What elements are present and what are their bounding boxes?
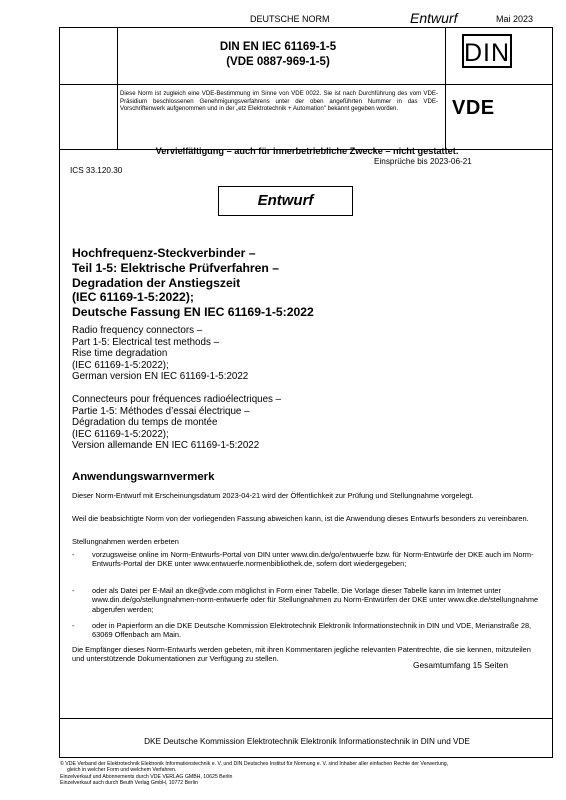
frame-rule-3 [60,718,552,719]
list-item-text: vorzugsweise online im Norm-Entwurfs-Portal von DIN unter www.din.de/go/entwuerfe bzw. für Norm-Entwürfe der DKE auch im Norm-Entwurfs-Portal der DKE unter www.entwuerfe.normenbibliothek.de, sofern dort wiedergegeben; [92,550,534,569]
title-line: Dégradation du temps de montée [72,417,218,429]
title-line: Part 1-5: Electrical test methods – [72,336,220,348]
copyright-line: Einzelverkauf auch durch Beuth Verlag GmbH, 10772 Berlin [60,780,198,787]
copyright-block [60,761,560,787]
warning-paragraph-1: Dieser Norm-Entwurf mit Erscheinungsdatum 2023-04-21 wird der Öffentlichkeit zur Prüfung und Stellungnahme vorgelegt. [72,491,474,500]
title-line: Hochfrequenz-Steckverbinder – [72,246,256,260]
draft-label: Entwurf [410,10,458,26]
warning-heading: Anwendungswarnvermerk [72,471,215,483]
title-line: Teil 1-5: Elektrische Prüfverfahren – [72,260,280,275]
frame-divider-right [445,28,446,149]
draft-box: Entwurf [218,186,353,216]
bullet-dash: - [72,586,75,595]
title-line: (IEC 61169-1-5:2022); [72,290,194,305]
norm-type-label: DEUTSCHE NORM [250,14,330,24]
vde-classification-number: (VDE 0887-969-1-5) [226,56,330,68]
title-english [72,325,492,383]
title-line: Connecteurs pour fréquences radioélectriques – [72,394,282,405]
title-line: Degradation der Anstiegszeit [72,275,241,290]
frame-rule-1 [60,84,552,85]
din-logo-text: DIN [464,39,510,66]
bullet-dash: - [72,550,75,559]
copyright-line: gleich in welcher Form und welchem Verfahren. [67,767,177,774]
list-item-text: oder als Datei per E-Mail an dke@vde.com möglichst in Form einer Tabelle. Die Vorlage dieser Tabelle kann im Internet unter www.din.de/go/stellungnahmen-norm-entwuerfe oder für Stellungnahmen zu Norm-Entwürfen der DKE unter www.dke.de/stellungnahme abgerufen werden; [92,586,539,614]
warning-paragraph-3: Stellungnahmen werden erbeten [72,537,179,546]
vde-note: Diese Norm ist zugleich eine VDE-Bestimmung im Sinne von VDE 0022. Sie ist nach Durchführung des vom VDE-Präsidium beschlossenen Genehmigungsverfahrens unter der oben angeführten Nummer in das VDE-Vorschriftenwerk aufgenommen und in der „etz Elektrotechnik + Automation" bekannt gegeben worden. [120,90,438,113]
standard-number: DIN EN IEC 61169-1-5 [219,41,337,53]
dke-footer: DKE Deutsche Kommission Elektrotechnik Elektronik Informationstechnik in DIN und VDE [144,737,470,746]
title-german [72,246,492,320]
reproduction-notice: Vervielfältigung – auch für innerbetriebliche Zwecke – nicht gestattet. [155,146,459,156]
warning-paragraph-2: Weil die beabsichtigte Norm von der vorliegenden Fassung abweichen kann, ist die Anwendung dieses Entwurfs besonders zu vereinbaren. [72,514,529,523]
list-item-text: oder in Papierform an die DKE Deutsche Kommission Elektrotechnik Elektronik Informationstechnik in DIN und VDE, Merianstraße 28, 63069 Offenbach am Main. [92,621,532,640]
page-count: Gesamtumfang 15 Seiten [413,660,508,670]
din-logo [462,34,512,68]
title-line: (IEC 61169-1-5:2022); [72,359,169,371]
title-line: Deutsche Fassung EN IEC 61169-1-5:2022 [72,305,314,320]
ics-code: ICS 33.120.30 [70,166,123,175]
vde-logo: VDE [452,97,495,119]
patent-notice: Die Empfänger dieses Norm-Entwurfs werden gebeten, mit ihren Kommentaren jegliche relevanten Patentrechte, die sie kennen, mitzuteilen und unterstützende Dokumentationen zur Verfügung zu stellen. [72,645,531,664]
copyright-line: Einzelverkauf und Abonnements durch VDE VERLAG GMBH, 10625 Berlin [60,773,233,780]
copyright-line: © VDE Verband der Elektrotechnik Elektronik Informationstechnik e. V. und DIN Deutsches Institut für Normung e. V. sind Inhaber aller einfachen Rechte der Verwertung, [60,761,449,767]
objection-deadline: Einsprüche bis 2023-06-21 [374,157,472,166]
title-line: Partie 1-5: Méthodes d’essai électrique – [72,405,250,417]
title-line: German version EN IEC 61169-1-5:2022 [72,371,249,383]
title-line: Radio frequency connectors – [72,325,203,336]
title-line: (IEC 61169-1-5:2022); [72,428,169,440]
bullet-dash: - [72,621,75,630]
standard-number-block [118,40,438,70]
title-line: Rise time degradation [72,348,168,360]
title-french [72,394,492,452]
issue-date: Mai 2023 [496,14,534,24]
title-line: Version allemande EN IEC 61169-1-5:2022 [72,440,260,452]
